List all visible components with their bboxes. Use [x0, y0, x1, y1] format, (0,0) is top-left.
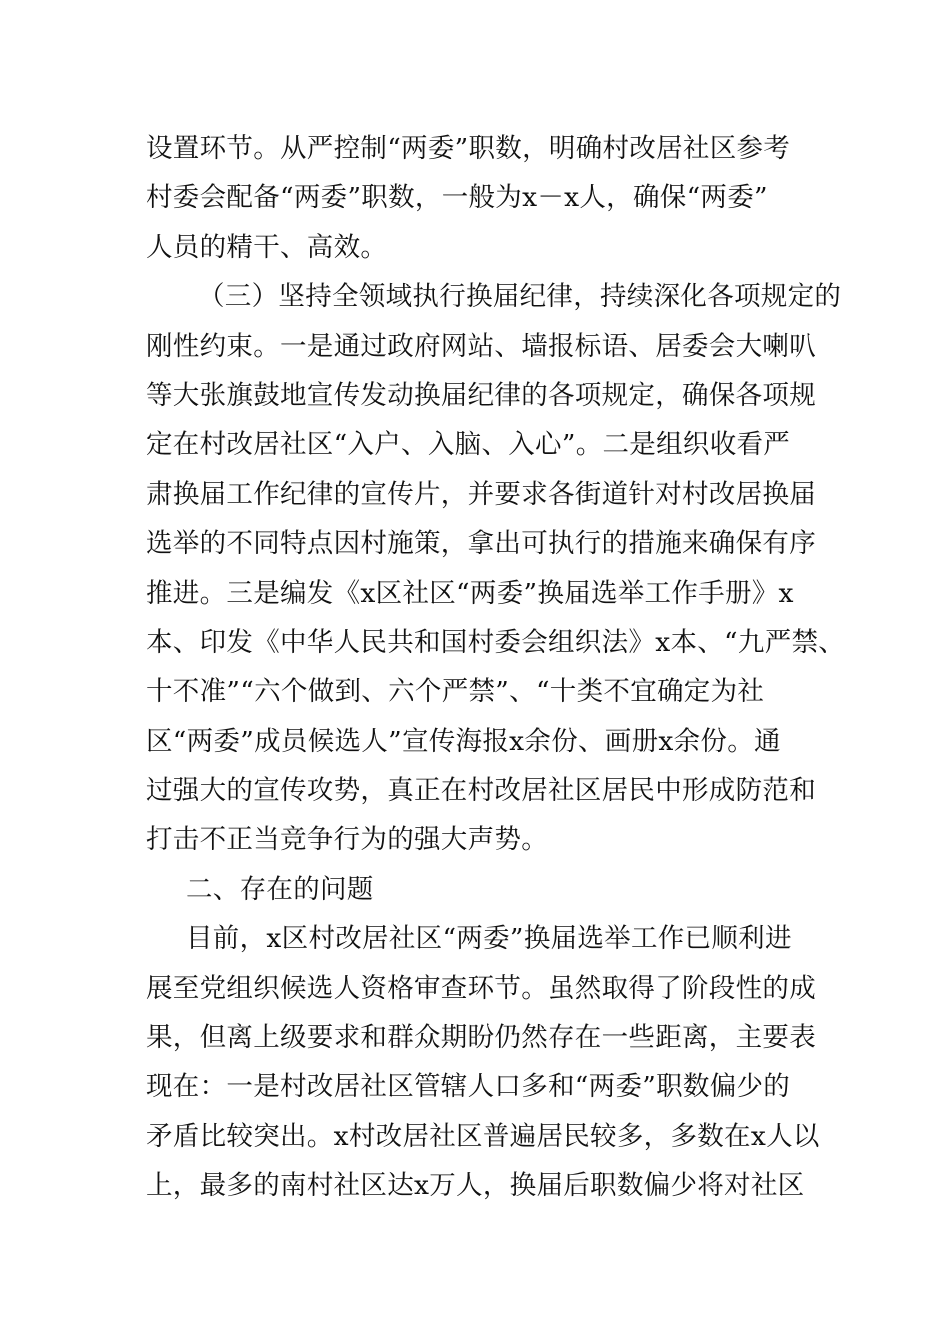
text-line: 肃换届工作纪律的宣传片，并要求各街道针对村改居换届	[146, 478, 816, 510]
text-line: 人员的精干、高效。	[146, 231, 388, 263]
text-line: 等大张旗鼓地宣传发动换届纪律的各项规定，确保各项规	[146, 379, 816, 411]
paragraph-start: 目前，x区村改居社区“两委”换届选举工作已顺利进	[186, 923, 792, 955]
text-line: 推进。三是编发《x区社区“两委”换届选举工作手册》x	[146, 577, 794, 609]
text-line: 上，最多的南村社区达x万人，换届后职数偏少将对社区	[146, 1170, 805, 1202]
text-line: 展至党组织候选人资格审查环节。虽然取得了阶段性的成	[146, 972, 816, 1004]
section-heading-3: （三）坚持全领域执行换届纪律，持续深化各项规定的	[198, 281, 842, 313]
section-heading-problems: 二、存在的问题	[186, 873, 374, 905]
text-line: 本、印发《中华人民共和国村委会组织法》x本、“九严禁、	[146, 626, 846, 658]
text-line: 定在村改居社区“入户、入脑、入心”。二是组织收看严	[146, 429, 791, 461]
text-line: 十不准”“六个做到、六个严禁”、“十类不宜确定为社	[146, 676, 765, 708]
text-line: 果，但离上级要求和群众期盼仍然存在一些距离，主要表	[146, 1022, 816, 1054]
text-line: 打击不正当竞争行为的强大声势。	[146, 824, 548, 856]
text-line: 刚性约束。一是通过政府网站、墙报标语、居委会大喇叭	[146, 330, 816, 362]
text-line: 设置环节。从严控制“两委”职数，明确村改居社区参考	[146, 133, 791, 164]
text-line: 矛盾比较突出。x村改居社区普遍居民较多，多数在x人以	[146, 1120, 820, 1152]
text-line: 现在：一是村改居社区管辖人口多和“两委”职数偏少的	[146, 1071, 791, 1103]
body-text	[146, 124, 846, 1211]
text-line: 过强大的宣传攻势，真正在村改居社区居民中形成防范和	[146, 775, 816, 807]
text-line: 村委会配备“两委”职数，一般为x－x人，确保“两委”	[146, 182, 768, 214]
text-line: 选举的不同特点因村施策，拿出可执行的措施来确保有序	[146, 528, 816, 560]
text-line: 区“两委”成员候选人”宣传海报x余份、画册x余份。通	[146, 725, 781, 757]
